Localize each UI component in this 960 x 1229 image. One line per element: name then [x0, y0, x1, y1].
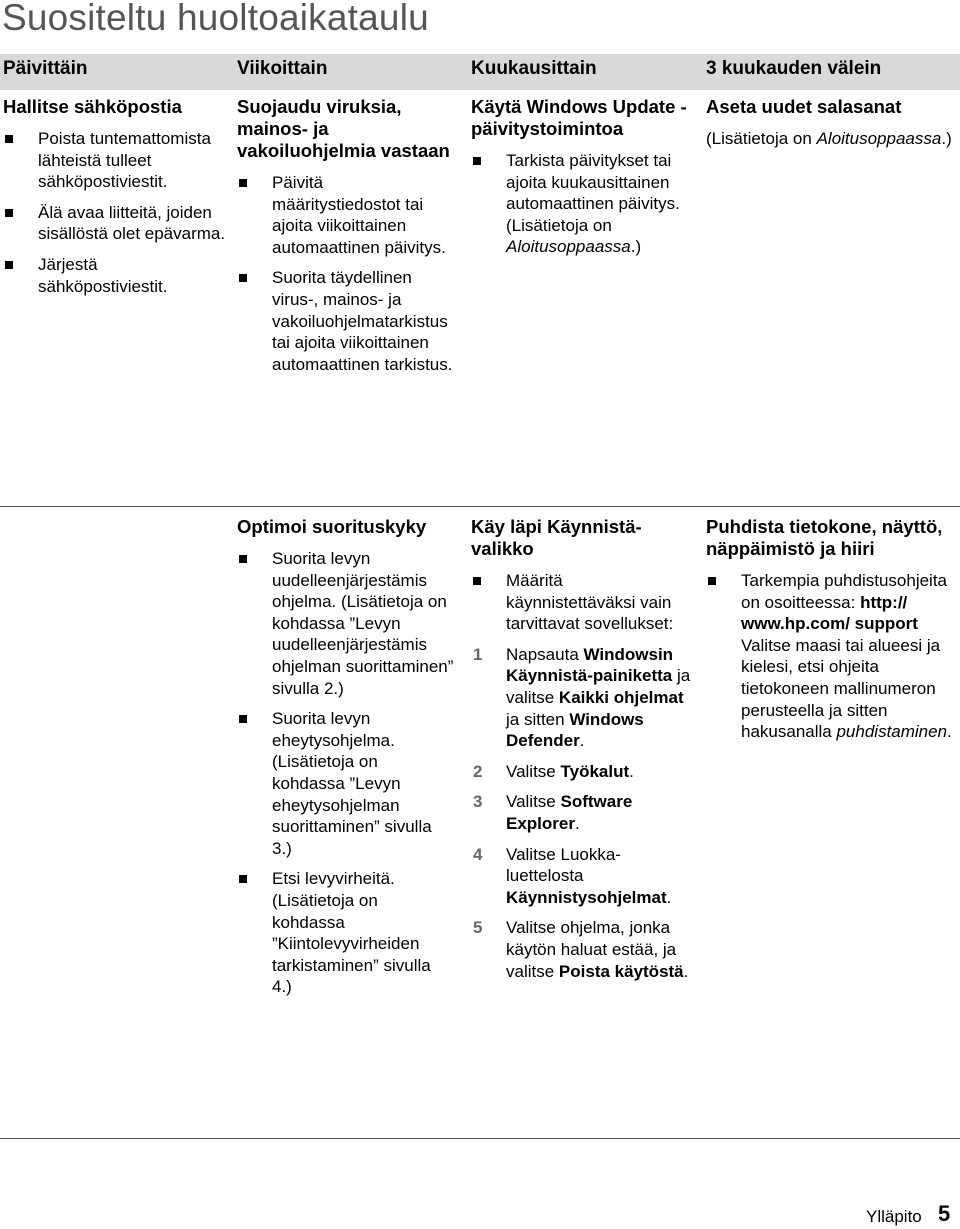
- step-item: 4 Valitse Luokka-luettelosta Käynnistysohjelmat.: [473, 844, 672, 907]
- title-band: [0, 0, 960, 52]
- quarterly-heading: Aseta uudet salasanat: [706, 96, 902, 117]
- quarterly-column: [706, 96, 956, 150]
- support-link[interactable]: http:// www.hp.com/ support: [741, 592, 918, 634]
- list-item: Älä avaa liitteitä, joiden sisällöstä olet epävarma.: [3, 202, 228, 245]
- step-item: 5 Valitse ohjelma, jonka käytön haluat estää, ja valitse Poista käytöstä.: [473, 918, 689, 981]
- page-number: 5: [938, 1201, 951, 1226]
- step-item: 1 Napsauta Windowsin Käynnistä-painiketta ja valitse Kaikki ohjelmat ja sitten Windows Defender.: [473, 644, 691, 751]
- bullet-icon: [239, 555, 247, 563]
- footer-section: Ylläpito: [866, 1207, 922, 1226]
- schedule-header: [0, 54, 960, 90]
- list-item: Etsi levyvirheitä. (Lisätietoja on kohdassa ”Kiintolevyvirheiden tarkistaminen” sivulla 4.): [237, 868, 455, 998]
- startmenu-column: [471, 516, 693, 991]
- bullet-icon: [5, 135, 13, 143]
- list-item: Tarkista päivitykset tai ajoita kuukausittainen automaattinen päivitys. (Lisätietoja on Aloitusoppaassa.): [471, 150, 693, 258]
- header-monthly: Kuukausittain: [471, 58, 597, 79]
- quarterly-note: (Lisätietoja on Aloitusoppaassa.): [706, 129, 952, 148]
- list-item: Päivitä määritystiedostot tai ajoita viikoittainen automaattinen päivitys.: [237, 172, 455, 258]
- header-daily: Päivittäin: [3, 58, 88, 79]
- startmenu-steps: [471, 644, 693, 982]
- step-item: 2 Valitse Työkalut.: [473, 761, 634, 781]
- bullet-icon: [239, 274, 247, 282]
- optimize-list: [237, 548, 455, 998]
- row-divider: [0, 506, 960, 507]
- bottom-divider: [0, 1138, 960, 1139]
- list-item: Suorita levyn uudelleenjärjestämis ohjelma. (Lisätietoja on kohdassa ”Levyn uudelleenjärjestämis ohjelman suorittaminen” sivulla 2.): [237, 548, 455, 699]
- weekly-column: [237, 96, 455, 384]
- bullet-icon: [239, 875, 247, 883]
- list-item: Tarkempia puhdistusohjeita on osoitteessa: http:// www.hp.com/ support Valitse maasi tai alueesi ja kielesi, etsi ohjeita tietokoneen mallinumeron perusteella ja sitten hakusanalla puhdistaminen.: [706, 570, 956, 743]
- monthly-column: [471, 96, 693, 267]
- list-item: Suorita täydellinen virus-, mainos- ja vakoiluohjelmatarkistus tai ajoita viikoittainen automaattinen tarkistus.: [237, 267, 455, 375]
- step-item: 3 Valitse Software Explorer.: [473, 792, 633, 833]
- monthly-heading: Käytä Windows Update -päivitystoimintoa: [471, 96, 687, 139]
- clean-column: [706, 516, 956, 752]
- optimize-heading: Optimoi suorituskyky: [237, 516, 427, 537]
- daily-column: [3, 96, 228, 306]
- clean-list: [706, 570, 956, 743]
- list-item: Järjestä sähköpostiviestit.: [3, 254, 228, 297]
- startmenu-list: [471, 570, 693, 635]
- clean-heading: Puhdista tietokone, näyttö, näppäimistö ja hiiri: [706, 516, 943, 559]
- bullet-icon: [473, 157, 481, 165]
- list-item: Suorita levyn eheytysohjelma. (Lisätietoja on kohdassa ”Levyn eheytysohjelman suorittaminen” sivulla 3.): [237, 708, 455, 859]
- header-quarterly: 3 kuukauden välein: [706, 58, 882, 79]
- bullet-icon: [473, 577, 481, 585]
- header-weekly: Viikoittain: [237, 58, 328, 79]
- startmenu-heading: Käy läpi Käynnistä-valikko: [471, 516, 642, 559]
- bullet-icon: [5, 261, 13, 269]
- monthly-list: [471, 150, 693, 258]
- list-item: Poista tuntemattomista lähteistä tulleet sähköpostiviestit.: [3, 128, 228, 193]
- bullet-icon: [708, 577, 716, 585]
- daily-list: [3, 128, 228, 297]
- bullet-icon: [5, 209, 13, 217]
- bullet-icon: [239, 715, 247, 723]
- optimize-column: [237, 516, 455, 1007]
- weekly-list: [237, 172, 455, 375]
- list-item: Määritä käynnistettäväksi vain tarvittavat sovellukset:: [471, 570, 693, 635]
- daily-heading: Hallitse sähköpostia: [3, 96, 182, 117]
- page-title: Suositeltu huoltoaikataulu: [2, 0, 429, 38]
- weekly-heading: Suojaudu viruksia, mainos- ja vakoiluohjelmia vastaan: [237, 96, 450, 161]
- bullet-icon: [239, 179, 247, 187]
